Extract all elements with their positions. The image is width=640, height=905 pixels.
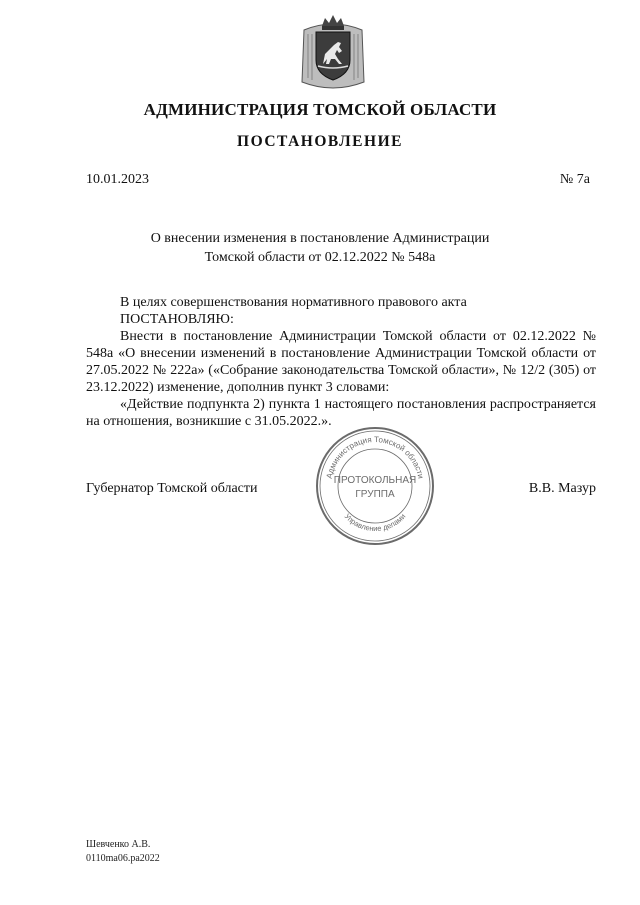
body-quote: «Действие подпункта 2) пункта 1 настоящего постановления распространяется на отношения, возникшие с 31.05.2022.». (86, 397, 596, 429)
stamp-ring-top: Администрация Томской области (324, 434, 426, 480)
document-body (86, 294, 596, 430)
subject-line-1: О внесении изменения в постановление Администрации (150, 231, 490, 246)
stamp-center-line-1: ПРОТОКОЛЬНАЯ (333, 475, 417, 486)
stamp-ring-bottom: Управление делами (342, 511, 408, 534)
footer-author: Шевченко А.В. (86, 839, 151, 850)
protocol-group-stamp (314, 425, 436, 547)
tomsk-coat-of-arms-icon (298, 12, 368, 96)
subject-line-2: Томской области от 02.12.2022 № 548а (204, 250, 436, 265)
signer-title: Губернатор Томской области (86, 481, 258, 496)
organization-title: АДМИНИСТРАЦИЯ ТОМСКОЙ ОБЛАСТИ (143, 100, 497, 119)
footer-file-code: 0110ma06.pa2022 (86, 853, 160, 864)
stamp-center-line-2: ГРУППА (355, 489, 395, 500)
body-intro: В целях совершенствования нормативного правового акта (120, 295, 467, 310)
body-resolve: ПОСТАНОВЛЯЮ: (120, 312, 234, 327)
body-paragraph: Внести в постановление Администрации Томской области от 02.12.2022 № 548а «О внесении изменений в постановление Администрации Томской области от 27.05.2022 № 222а» («Собрание законодательства Томской области», № 12/2 (305) от 23.12.2022) изменение, дополнив пункт 3 словами: (86, 329, 596, 395)
signer-name: В.В. Мазур (528, 481, 596, 496)
document-subject (120, 229, 520, 267)
footer (86, 838, 160, 866)
document-number: № 7а (559, 172, 590, 187)
document-date: 10.01.2023 (86, 172, 149, 187)
document-type: ПОСТАНОВЛЕНИЕ (237, 133, 403, 150)
